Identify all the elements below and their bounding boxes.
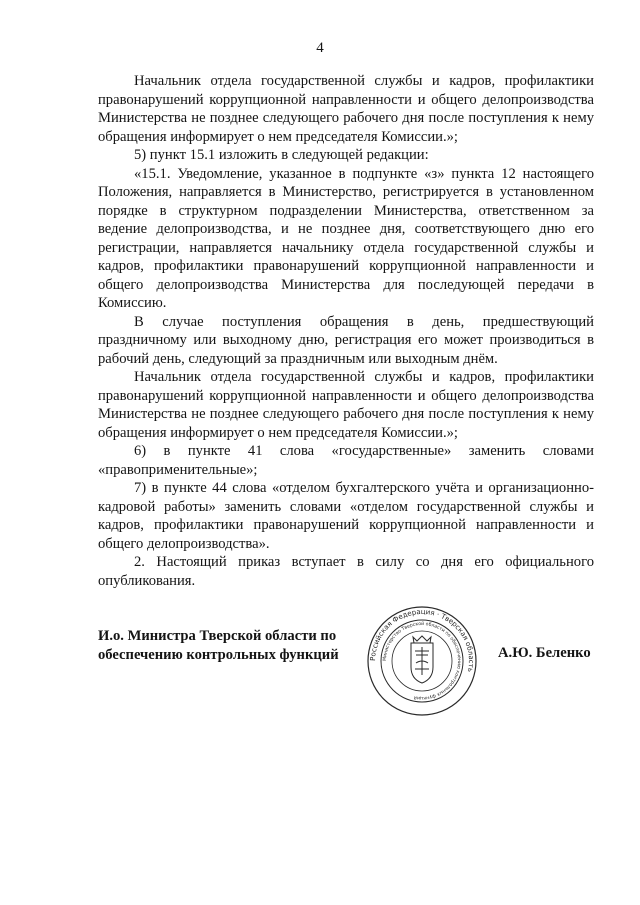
paragraph: «15.1. Уведомление, указанное в подпункте «з» пункта 12 настоящего Положения, направляется в Министерство, регистрируется в установленном порядке в структурном подразделении Министерства, ответственном за ведение делопроизводства, и не позднее дня, соответствующего дню его регистрации, направляется начальнику отдела государственной службы и кадров, профилактики правонарушений коррупционной направленности и общего делопроизводства Министерства для последующей передачи в Комиссию. bbox=[98, 165, 594, 311]
signatory-name: А.Ю. Беленко bbox=[498, 645, 591, 661]
coat-of-arms-icon bbox=[411, 636, 433, 683]
seal-inner-text: Министерство Тверской области по обеспечению контрольных функций bbox=[382, 621, 462, 701]
official-seal bbox=[366, 605, 478, 717]
signatory-title-line: обеспечению контрольных функций bbox=[98, 646, 339, 663]
paragraph: 7) в пункте 44 слова «отделом бухгалтерского учёта и организационно-кадровой работы» заменить словами «отделом государственной службы и кадров, профилактики правонарушений коррупционной направленности и общего делопроизводства». bbox=[98, 480, 594, 552]
paragraph: 5) пункт 15.1 изложить в следующей редакции: bbox=[134, 147, 429, 163]
paragraph: В случае поступления обращения в день, предшествующий праздничному или выходному дню, регистрация его может производиться в рабочий день, следующий за праздничным или выходным днём. bbox=[98, 313, 594, 367]
paragraph: Начальник отдела государственной службы и кадров, профилактики правонарушений коррупционной направленности и общего делопроизводства Министерства не позднее следующего рабочего дня после поступления к нему обращения информирует о нем председателя Комиссии.»; bbox=[98, 369, 594, 441]
signatory-title bbox=[98, 627, 368, 664]
document-body bbox=[98, 72, 594, 590]
paragraph: Начальник отдела государственной службы и кадров, профилактики правонарушений коррупционной направленности и общего делопроизводства Министерства не позднее следующего рабочего дня после поступления к нему обращения информирует о нем председателя Комиссии.»; bbox=[98, 73, 594, 145]
paragraph: 6) в пункте 41 слова «государственные» заменить словами «правоприменительные»; bbox=[98, 443, 594, 478]
paragraph: 2. Настоящий приказ вступает в силу со дня его официального опубликования. bbox=[98, 554, 594, 589]
signatory-title-line: И.о. Министра Тверской области по bbox=[98, 628, 337, 644]
seal-outer-text: Российская Федерация · Тверская область bbox=[368, 607, 476, 673]
page-number: 4 bbox=[316, 40, 324, 56]
